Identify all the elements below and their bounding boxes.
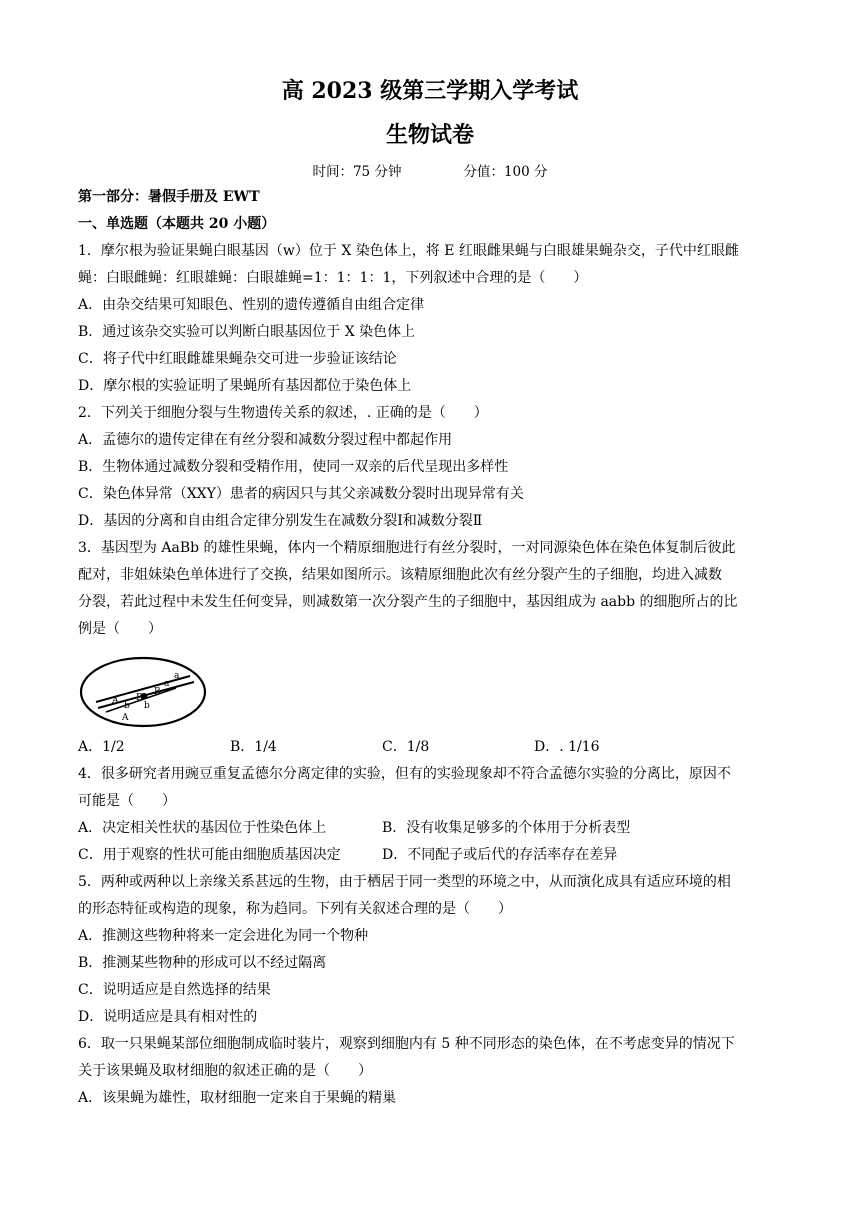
q2-option-c: C．染色体异常（XXY）患者的病因只与其父亲减数分裂时出现异常有关 — [78, 486, 524, 502]
figure-label: B — [136, 693, 143, 703]
figure-label: B — [154, 687, 161, 697]
exam-title: 高 2023 级第三学期入学考试 — [281, 78, 579, 104]
q3-stem-line4: 例是（ ） — [78, 621, 162, 637]
section-heading: 一、单选题（本题共 20 小题） — [78, 216, 276, 232]
q1-stem-line1: 1．摩尔根为验证果蝇白眼基因（w）位于 X 染色体上，将 E 红眼雌果蝇与白眼雄果蝇杂交，子代中红眼雌 — [78, 243, 739, 259]
q1-option-c: C．将子代中红眼雌雄果蝇杂交可进一步验证该结论 — [78, 351, 397, 367]
figure-label: A — [112, 696, 119, 706]
q4-option-a: A．决定相关性状的基因位于性染色体上 — [78, 820, 327, 836]
figure-label: b — [144, 701, 150, 711]
q5-stem-line1: 5．两种或两种以上亲缘关系甚远的生物，由于栖居于同一类型的环境之中，从而演化成具有适应环境的相 — [78, 874, 731, 890]
figure-label: A — [122, 713, 129, 723]
q6-stem-line2: 关于该果蝇及取材细胞的叙述正确的是（ ） — [78, 1063, 372, 1079]
q5-option-c: C．说明适应是自然选择的结果 — [78, 982, 271, 998]
q3-stem-line2: 配对，非姐妹染色单体进行了交换，结果如图所示。该精原细胞此次有丝分裂产生的子细胞，均进入减数 — [78, 567, 722, 583]
q4-stem-line2: 可能是（ ） — [78, 793, 176, 809]
q3-chromosome-figure — [78, 654, 208, 730]
q5-option-b: B．推测某些物种的形成可以不经过隔离 — [78, 955, 327, 971]
q2-option-d: D．基因的分离和自由组合定律分别发生在减数分裂Ⅰ和减数分裂Ⅱ — [78, 513, 483, 529]
q6-option-a: A．该果蝇为雄性，取材细胞一定来自于果蝇的精巢 — [78, 1090, 397, 1106]
figure-label: a — [164, 679, 170, 689]
q6-stem-line1: 6．取一只果蝇某部位细胞制成临时装片，观察到细胞内有 5 种不同形态的染色体，在不考虑变异的情况下 — [78, 1036, 735, 1052]
figure-label: b — [124, 701, 130, 711]
q1-stem-line2: 蝇：白眼雌蝇：红眼雄蝇：白眼雄蝇=1：1：1：1，下列叙述中合理的是（ ） — [78, 270, 588, 286]
q1-option-d: D．摩尔根的实验证明了果蝇所有基因都位于染色体上 — [78, 378, 412, 394]
exam-score: 分值：100 分 — [463, 164, 548, 180]
q1-option-b: B．通过该杂交实验可以判断白眼基因位于 X 染色体上 — [78, 324, 416, 340]
q4-option-b: B．没有收集足够多的个体用于分析表型 — [382, 820, 631, 836]
q5-stem-line2: 的形态特征或构造的现象，称为趋同。下列有关叙述合理的是（ ） — [78, 901, 512, 917]
q2-stem: 2．下列关于细胞分裂与生物遗传关系的叙述，. 正确的是（ ） — [78, 405, 488, 421]
q2-option-a: A．孟德尔的遗传定律在有丝分裂和减数分裂过程中都起作用 — [78, 432, 453, 448]
q3-option-c: C．1/8 — [382, 739, 430, 755]
q3-option-b: B．1/4 — [230, 739, 277, 755]
exam-time: 时间：75 分钟 — [312, 164, 402, 180]
figure-label: a — [174, 671, 180, 681]
q4-option-c: C．用于观察的性状可能由细胞质基因决定 — [78, 847, 341, 863]
q5-option-d: D．说明适应是具有相对性的 — [78, 1009, 258, 1025]
exam-meta — [0, 160, 860, 180]
q4-option-d: D．不同配子或后代的存活率存在差异 — [382, 847, 618, 863]
q1-option-a: A．由杂交结果可知眼色、性别的遗传遵循自由组合定律 — [78, 297, 425, 313]
q2-option-b: B．生物体通过减数分裂和受精作用，使同一双亲的后代呈现出多样性 — [78, 459, 509, 475]
part-heading: 第一部分：暑假手册及 EWT — [78, 189, 260, 205]
q3-option-a: A．1/2 — [78, 739, 125, 755]
q3-option-d: D．. 1/16 — [534, 739, 600, 755]
q4-stem-line1: 4．很多研究者用豌豆重复孟德尔分离定律的实验，但有的实验现象却不符合孟德尔实验的分离比，原因不 — [78, 766, 731, 782]
q3-stem-line1: 3．基因型为 AaBb 的雄性果蝇，体内一个精原细胞进行有丝分裂时，一对同源染色体在染色体复制后彼此 — [78, 540, 736, 556]
q5-option-a: A．推测这些物种将来一定会进化为同一个物种 — [78, 928, 369, 944]
q3-stem-line3: 分裂，若此过程中未发生任何变异，则减数第一次分裂产生的子细胞中，基因组成为 aabb 的细胞所占的比 — [78, 594, 738, 610]
exam-subtitle: 生物试卷 — [385, 122, 474, 148]
